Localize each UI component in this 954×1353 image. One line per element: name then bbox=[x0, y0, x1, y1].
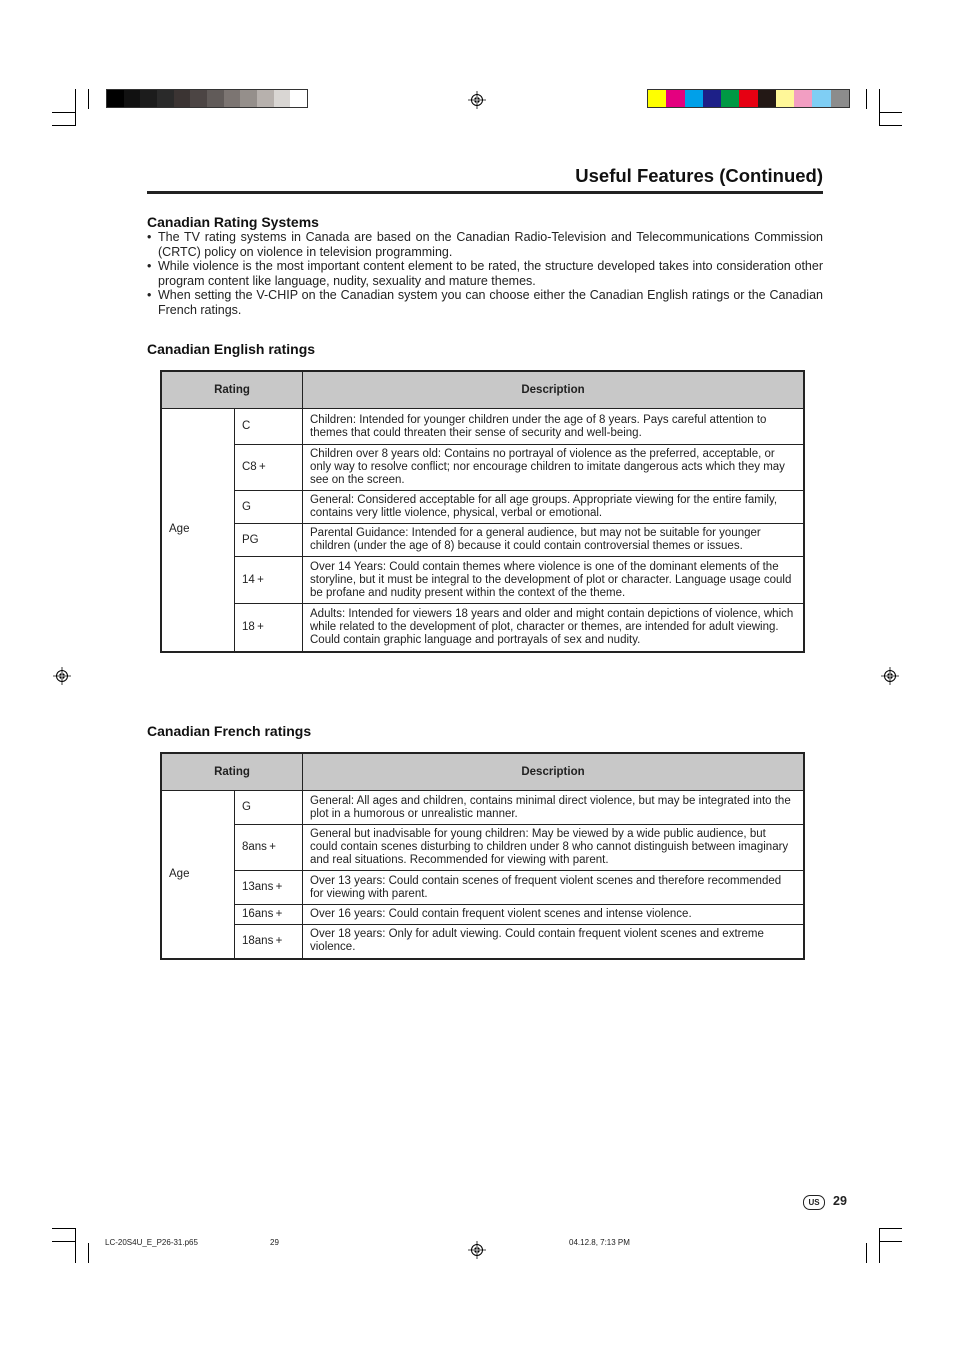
rating-code: C8 + bbox=[235, 445, 303, 491]
age-cell: Age bbox=[161, 409, 235, 652]
color-swatch bbox=[703, 90, 721, 107]
rating-code: PG bbox=[235, 524, 303, 557]
rating-code: G bbox=[235, 491, 303, 524]
color-swatch bbox=[290, 90, 307, 107]
rating-description: Over 16 years: Could contain frequent violent scenes and intense violence. bbox=[303, 905, 805, 925]
crop-mark bbox=[879, 89, 880, 126]
table-row bbox=[161, 491, 804, 524]
color-swatch bbox=[124, 90, 141, 107]
rating-code: G bbox=[235, 791, 303, 825]
bullet-text: While violence is the most important content element to be rated, the structure developed takes into consideration other program content like language, nudity, sexuality and mature themes. bbox=[158, 259, 823, 288]
table-row bbox=[161, 871, 804, 905]
english-ratings-table bbox=[160, 370, 805, 653]
color-swatch bbox=[140, 90, 157, 107]
bullet-text: When setting the V-CHIP on the Canadian system you can choose either the Canadian English ratings or the Canadian French ratings. bbox=[158, 288, 823, 317]
crop-mark bbox=[88, 1243, 89, 1263]
registration-mark-icon bbox=[468, 1241, 486, 1259]
column-header-rating: Rating bbox=[161, 371, 303, 409]
table-row bbox=[161, 825, 804, 871]
crop-mark bbox=[866, 89, 867, 109]
rating-description: Adults: Intended for viewers 18 years and older and might contain depictions of violence, which while related to the development of plot, character or themes, are intended for adult viewing. Could contain graphic language and portrayals of sex and nudity. bbox=[303, 604, 805, 652]
table-row bbox=[161, 791, 804, 825]
age-cell: Age bbox=[161, 791, 235, 959]
section-heading-french: Canadian French ratings bbox=[147, 723, 312, 739]
crop-mark bbox=[52, 112, 75, 113]
registration-mark-icon bbox=[881, 667, 899, 685]
color-swatch bbox=[721, 90, 739, 107]
rating-description: Children: Intended for younger children under the age of 8 years. Pays careful attention to themes that could threaten their sense of security and well-being. bbox=[303, 409, 805, 445]
crop-mark bbox=[88, 89, 89, 109]
title-divider bbox=[147, 191, 823, 194]
color-swatch bbox=[190, 90, 207, 107]
grayscale-calibration-bar bbox=[106, 89, 308, 108]
page-number: 29 bbox=[833, 1194, 847, 1208]
color-swatch bbox=[794, 90, 812, 107]
footer-timestamp: 04.12.8, 7:13 PM bbox=[569, 1238, 630, 1247]
rating-systems-bullets bbox=[147, 230, 823, 317]
rating-code: 18 + bbox=[235, 604, 303, 652]
rating-code: 16ans + bbox=[235, 905, 303, 925]
rating-description: General but inadvisable for young children: May be viewed by a wide public audience, but could contain scenes disturbing to children under 8 who cannot distinguish between imaginary and real situations. Recommended for viewing with parent. bbox=[303, 825, 805, 871]
column-header-rating: Rating bbox=[161, 753, 303, 791]
footer-filename: LC-20S4U_E_P26-31.p65 bbox=[105, 1238, 198, 1247]
color-swatch bbox=[274, 90, 291, 107]
footer-page: 29 bbox=[270, 1238, 279, 1247]
registration-mark-icon bbox=[53, 667, 71, 685]
table-row bbox=[161, 445, 804, 491]
color-swatch bbox=[666, 90, 684, 107]
crop-mark bbox=[75, 89, 76, 126]
crop-mark bbox=[879, 125, 902, 126]
crop-mark bbox=[866, 1243, 867, 1263]
crop-mark bbox=[879, 1228, 880, 1263]
column-header-description: Description bbox=[303, 371, 805, 409]
rating-code: 14 + bbox=[235, 557, 303, 604]
color-swatch bbox=[240, 90, 257, 107]
table-row bbox=[161, 524, 804, 557]
bullet-item: • When setting the V-CHIP on the Canadian system you can choose either the Canadian English ratings or the Canadian French ratings. bbox=[147, 288, 823, 317]
color-swatch bbox=[831, 90, 849, 107]
bullet-item: • The TV rating systems in Canada are based on the Canadian Radio-Television and Telecommunications Commission (CRTC) policy on violence in television programming. bbox=[147, 230, 823, 259]
crop-mark bbox=[75, 1228, 76, 1263]
rating-code: 18ans + bbox=[235, 925, 303, 959]
region-badge: US bbox=[803, 1195, 825, 1210]
crop-mark bbox=[879, 1241, 902, 1242]
rating-code: 13ans + bbox=[235, 871, 303, 905]
section-heading-rating-systems: Canadian Rating Systems bbox=[147, 214, 319, 230]
crop-mark bbox=[879, 112, 902, 113]
rating-description: Over 13 years: Could contain scenes of frequent violent scenes and therefore recommended for viewing with parent. bbox=[303, 871, 805, 905]
color-swatch bbox=[812, 90, 830, 107]
color-swatch bbox=[224, 90, 241, 107]
registration-mark-icon bbox=[468, 91, 486, 109]
rating-description: Over 18 years: Only for adult viewing. Could contain frequent violent scenes and extreme violence. bbox=[303, 925, 805, 959]
bullet-text: The TV rating systems in Canada are based on the Canadian Radio-Television and Telecommunications Commission (CRTC) policy on violence in television programming. bbox=[158, 230, 823, 259]
color-swatch bbox=[648, 90, 666, 107]
french-ratings-table bbox=[160, 752, 805, 960]
crop-mark bbox=[52, 125, 75, 126]
rating-description: General: All ages and children, contains minimal direct violence, but may be integrated into the plot in a humorous or unrealistic manner. bbox=[303, 791, 805, 825]
table-row bbox=[161, 905, 804, 925]
table-header-row bbox=[161, 371, 804, 409]
section-heading-english: Canadian English ratings bbox=[147, 341, 316, 357]
column-header-description: Description bbox=[303, 753, 805, 791]
table-row bbox=[161, 604, 804, 652]
color-swatch bbox=[174, 90, 191, 107]
crop-mark bbox=[879, 1228, 902, 1229]
table-row bbox=[161, 557, 804, 604]
color-swatch bbox=[207, 90, 224, 107]
table-row bbox=[161, 409, 804, 445]
bullet-item: • While violence is the most important content element to be rated, the structure developed takes into consideration other program content like language, nudity, sexuality and mature themes. bbox=[147, 259, 823, 288]
color-calibration-bar bbox=[647, 89, 850, 108]
crop-mark bbox=[52, 1228, 75, 1229]
rating-description: Parental Guidance: Intended for a general audience, but may not be suitable for younger children (under the age of 8) because it could contain controversial themes or issues. bbox=[303, 524, 805, 557]
rating-description: General: Considered acceptable for all age groups. Appropriate viewing for the entire family, contains very little violence, physical, verbal or emotional. bbox=[303, 491, 805, 524]
color-swatch bbox=[776, 90, 794, 107]
color-swatch bbox=[107, 90, 124, 107]
rating-code: C bbox=[235, 409, 303, 445]
table-header-row bbox=[161, 753, 804, 791]
color-swatch bbox=[685, 90, 703, 107]
page-title: Useful Features (Continued) bbox=[575, 165, 823, 186]
color-swatch bbox=[157, 90, 174, 107]
color-swatch bbox=[257, 90, 274, 107]
rating-code: 8ans + bbox=[235, 825, 303, 871]
rating-description: Children over 8 years old: Contains no portrayal of violence as the preferred, acceptable, or only way to resolve conflict; nor encourage children to imitate dangerous acts which they may see on the screen. bbox=[303, 445, 805, 491]
crop-mark bbox=[52, 1241, 75, 1242]
color-swatch bbox=[739, 90, 757, 107]
rating-description: Over 14 Years: Could contain themes where violence is one of the dominant elements of the storyline, but it must be integral to the development of plot or character. Language usage could be profane and nudity present within the context of the theme. bbox=[303, 557, 805, 604]
color-swatch bbox=[758, 90, 776, 107]
table-row bbox=[161, 925, 804, 959]
